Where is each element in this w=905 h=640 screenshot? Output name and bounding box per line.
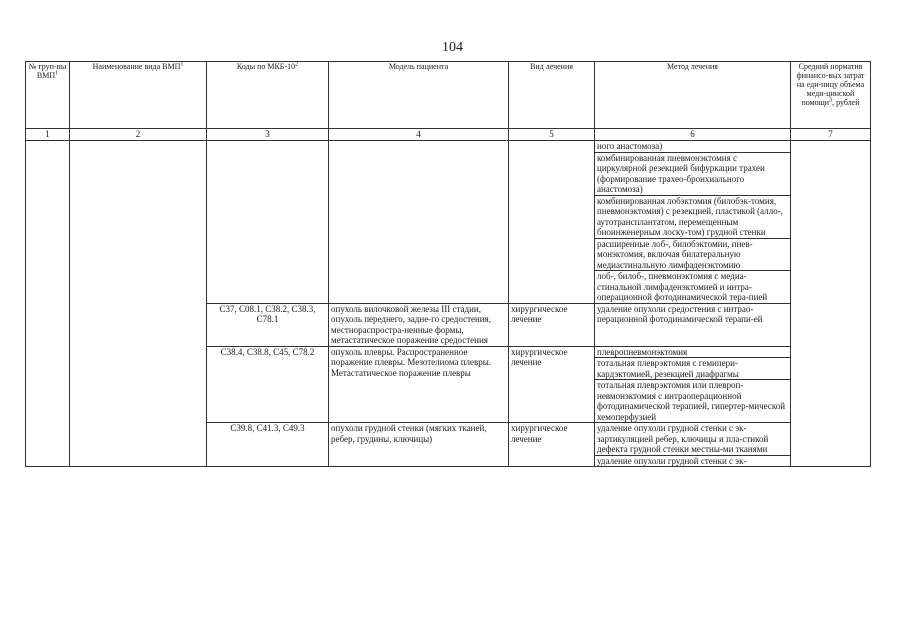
col-number: 7 [791,129,871,141]
table-row [26,141,871,153]
method-cell: расширенные лоб-, билобэктомии, пнев-монэктомия, включая билатеральную медиастинальную лимфаденэктомию [595,238,791,271]
col-number: 2 [70,129,207,141]
method-cell: тотальная плеврэктомия или плевроп-невмонэктомия с интраоперационной фотодинамической терапией, гипертер-мической хемоперфузией [595,380,791,423]
header-treatment-type: Вид лечения [509,62,595,129]
col-number: 1 [26,129,70,141]
header-group-number: № груп-пы ВМП$^1$ [26,62,70,129]
codes-cell: C39.8, C41.3, C49.3 [207,423,329,467]
page-number: 104 [442,40,463,55]
method-cell: ного анастомоза) [595,141,791,153]
header-treatment-method: Метод лечения [595,62,791,129]
header-row [26,62,871,129]
col-number: 6 [595,129,791,141]
method-cell: удаление опухоли грудной стенки с эк-зартикуляцией ребер, ключицы и пла-стикой дефекта грудной стенки местны-ми тканями [595,423,791,456]
col-number: 3 [207,129,329,141]
header-patient-model: Модель пациента [329,62,509,129]
model-cell: опухоль вилочковой железы III стадии, опухоль переднего, задне-го средостения, местнораспростра-ненные формы, метастатическое поражение средостения [329,303,509,346]
method-cell: комбинированная пневмонэктомия с циркулярной резекцией бифуркации трахеи (формирование трахео-бронхиального анастомоза) [595,152,791,195]
treatment-cell [509,141,595,304]
codes-cell: C37, C08.1, C38.2, C38.3, C78.1 [207,303,329,346]
header-icd-codes: Коды по МКБ-$10^2$ [207,62,329,129]
method-cell: удаление опухоли средостения с интрао-перационной фотодинамической терапи-ей [595,303,791,346]
codes-cell: C38.4, C38.8, C45, C78.2 [207,346,329,423]
header-vmp-name: Наименование вида ВМП$^1$ [70,62,207,129]
col-number: 4 [329,129,509,141]
method-cell: лоб-, билоб-, пневмонэктомия с медиа-стинальной лимфаденэктомией и интра-операционной фотодинамической тера-пией [595,271,791,304]
treatment-cell: хирургическое лечение [509,423,595,467]
method-cell: тотальная плеврэктомия с гемипери-кардэктомией, резекцией диафрагмы [595,358,791,380]
group-number-cell [26,141,70,467]
treatment-cell: хирургическое лечение [509,346,595,423]
cost-cell [791,141,871,467]
method-cell: удаление опухоли грудной стенки с эк- [595,455,791,467]
codes-cell [207,141,329,304]
model-cell [329,141,509,304]
model-cell: опухоли грудной стенки (мягких тканей, ребер, грудины, ключицы) [329,423,509,467]
method-cell: комбинированная лобэктомия (билобэк-томия, пневмонэктомия) с резекцией, пластикой (алло-, аутотрансплантатом, перемещенным биоинженерным лоску-том) грудной стенки [595,195,791,238]
model-cell: опухоль плевры. Распространенное поражение плевры. Мезотелиома плевры. Метастатическое поражение плевры [329,346,509,423]
header-cost-standard: Средний норматив финансо-вых затрат на еди-ницу объема меди-цинской помощи$^3$, рублей [791,62,871,129]
vmp-name-cell [70,141,207,467]
col-number: 5 [509,129,595,141]
column-number-row [26,129,871,141]
treatment-cell: хирургическое лечение [509,303,595,346]
medical-care-table [25,61,871,467]
method-cell: плевропневмонэктомия [595,346,791,358]
